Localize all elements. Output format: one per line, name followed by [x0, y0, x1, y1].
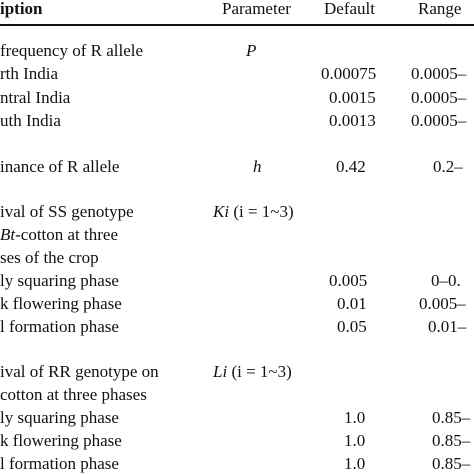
- row-description: ly squaring phase: [0, 271, 119, 290]
- row-default: 1.0: [344, 454, 366, 473]
- row-description: l formation phase: [0, 454, 119, 473]
- row-description: l formation phase: [0, 317, 119, 336]
- header-rule: [0, 24, 474, 26]
- row-range: 0.85–: [432, 454, 471, 473]
- parameter-symbol: Li: [213, 362, 228, 381]
- row-default: 1.0: [344, 408, 366, 427]
- row-range: 0.0005–: [411, 88, 467, 107]
- header-description: iption: [0, 0, 43, 18]
- row-description: ly squaring phase: [0, 408, 119, 427]
- row-description: inance of R allele: [0, 157, 120, 176]
- header-range: Range: [418, 0, 462, 18]
- row-parameter: h: [253, 157, 262, 176]
- row-range: 0.005–: [419, 294, 466, 313]
- row-range: 0.85–: [432, 431, 471, 450]
- parameter-symbol: Ki: [213, 202, 230, 221]
- row-default: 0.01: [337, 294, 367, 313]
- row-range: 0.0005–: [411, 64, 467, 83]
- row-description: uth India: [0, 111, 61, 130]
- row-range: 0.2–: [433, 157, 463, 176]
- row-description: cotton at three phases: [0, 385, 147, 404]
- row-description: [0, 224, 118, 246]
- header-default: Default: [324, 0, 375, 18]
- parameter-index: (i = 1~3): [229, 202, 294, 221]
- row-description: ival of RR genotype on: [0, 362, 159, 381]
- parameter-index: (i = 1~3): [227, 362, 292, 381]
- row-parameter: [213, 361, 292, 383]
- row-parameter: [213, 201, 294, 223]
- row-description: rth India: [0, 64, 59, 83]
- row-description: k flowering phase: [0, 431, 122, 450]
- row-description: k flowering phase: [0, 294, 122, 313]
- row-description: frequency of R allele: [0, 41, 144, 60]
- row-default: 0.0015: [329, 88, 376, 107]
- description-emphasis: Bt: [0, 225, 16, 244]
- description-suffix: -cotton at three: [15, 225, 119, 244]
- row-default: 0.0013: [329, 111, 376, 130]
- row-description: ntral India: [0, 88, 71, 107]
- row-range: 0.0005–: [411, 111, 467, 130]
- row-range: 0.01–: [428, 317, 467, 336]
- row-description: ses of the crop: [0, 248, 99, 267]
- row-default: 1.0: [344, 431, 366, 450]
- header-parameter: Parameter: [222, 0, 291, 18]
- row-range: 0–0.: [431, 271, 461, 290]
- row-default: 0.05: [337, 317, 367, 336]
- row-default: 0.42: [336, 157, 366, 176]
- row-default: 0.00075: [321, 64, 377, 83]
- row-range: 0.85–: [432, 408, 471, 427]
- row-default: 0.005: [329, 271, 368, 290]
- row-parameter: P: [246, 41, 257, 60]
- row-description: ival of SS genotype: [0, 202, 134, 221]
